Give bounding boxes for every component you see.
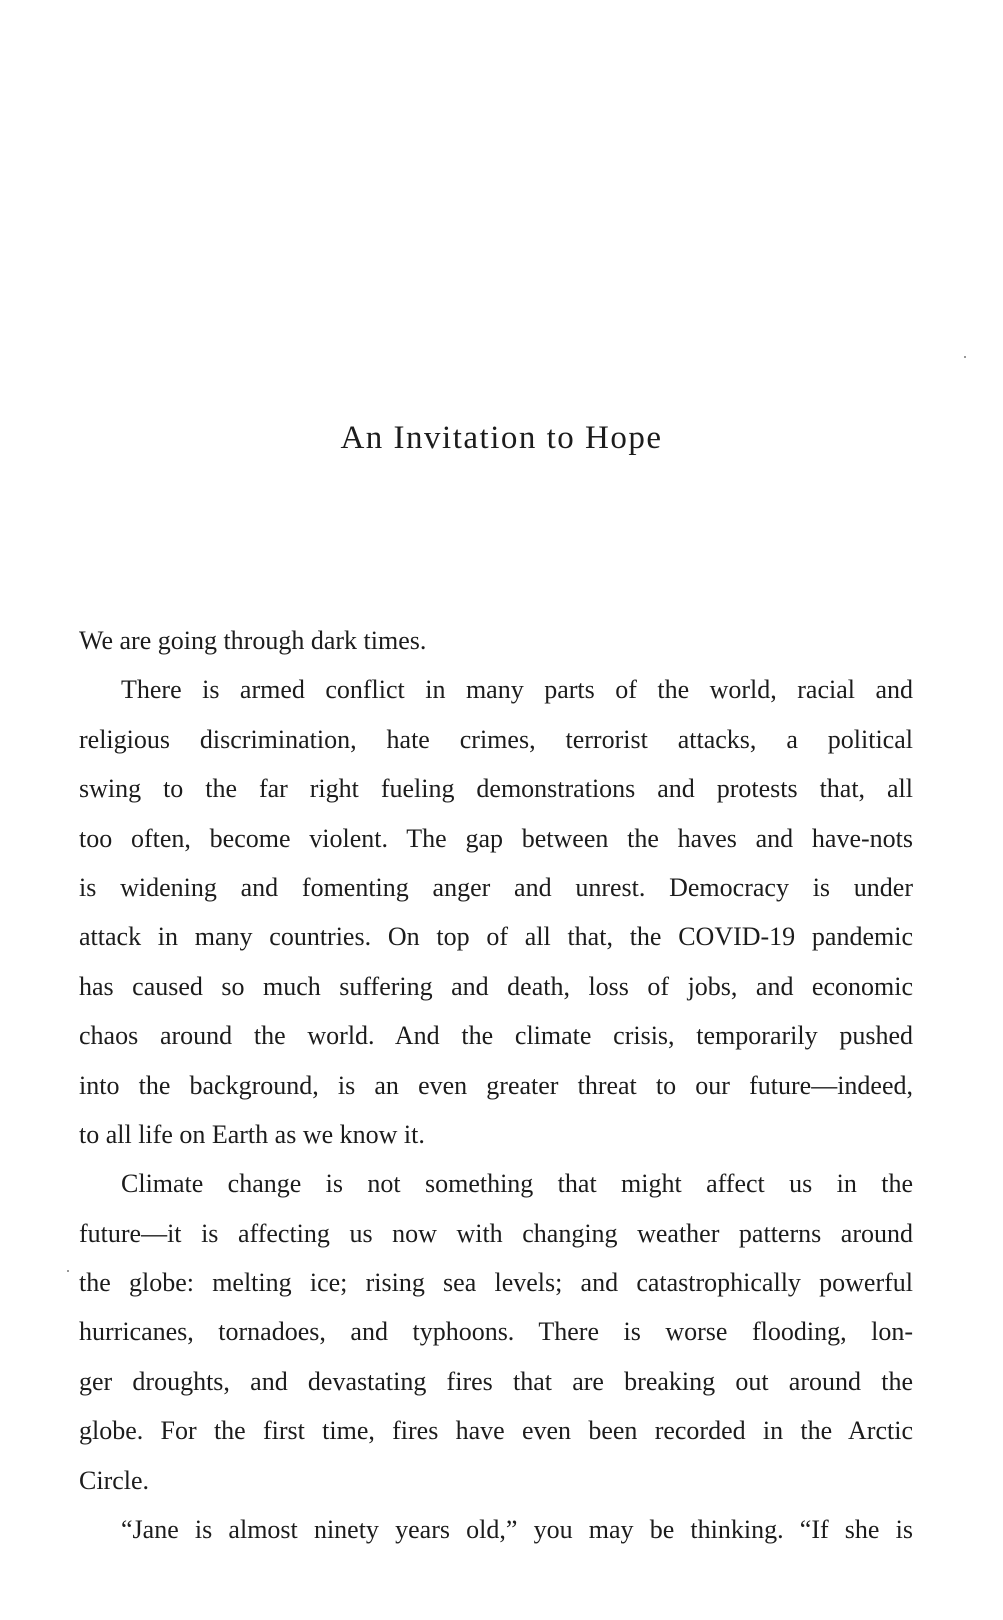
scan-speck <box>964 356 966 358</box>
text-line: future—it is affecting us now with changing weather patterns around <box>79 1218 913 1248</box>
text-line: hurricanes, tornadoes, and typhoons. There is worse flooding, lon- <box>79 1317 913 1347</box>
text-line: has caused so much suffering and death, loss of jobs, and economic <box>79 971 913 1001</box>
text-line: religious discrimination, hate crimes, terrorist attacks, a political <box>79 724 913 754</box>
text-line: Climate change is not something that might affect us in the <box>121 1169 913 1199</box>
text-line: to all life on Earth as we know it. <box>79 1119 425 1149</box>
text-line: There is armed conflict in many parts of the world, racial and <box>121 675 913 705</box>
text-line: too often, become violent. The gap between the haves and have-nots <box>79 823 913 853</box>
text-line: chaos around the world. And the climate crisis, temporarily pushed <box>79 1021 913 1051</box>
body-text <box>79 616 913 1554</box>
text-line: ger droughts, and devastating fires that are breaking out around the <box>79 1366 913 1396</box>
text-line: swing to the far right fueling demonstrations and protests that, all <box>79 774 913 804</box>
text-line: attack in many countries. On top of all that, the COVID-19 pandemic <box>79 922 913 952</box>
text-line: Circle. <box>79 1465 150 1495</box>
text-line: into the background, is an even greater threat to our future—indeed, <box>79 1070 913 1100</box>
text-line: globe. For the first time, fires have even been recorded in the Arctic <box>79 1416 913 1446</box>
text-line: the globe: melting ice; rising sea levels; and catastrophically powerful <box>79 1268 913 1298</box>
text-line: “Jane is almost ninety years old,” you may be thinking. “If she is <box>121 1515 913 1545</box>
scan-speck <box>67 1270 69 1272</box>
chapter-title: An Invitation to Hope <box>340 420 663 456</box>
text-line: is widening and fomenting anger and unrest. Democracy is under <box>79 872 913 902</box>
text-line: We are going through dark times. <box>79 626 427 655</box>
